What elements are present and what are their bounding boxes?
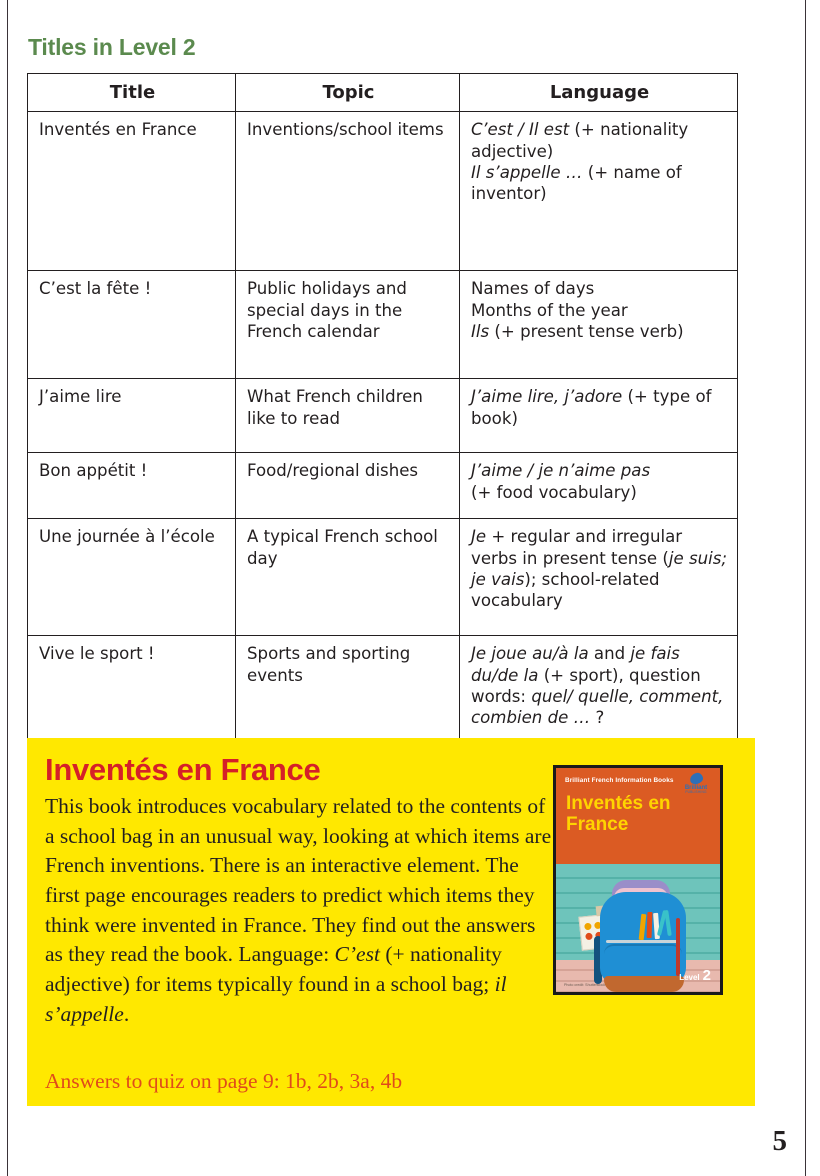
logo-subtext: PUBLISHING [685, 790, 707, 794]
table-row [28, 379, 738, 453]
cell-topic: Inventions/school items [236, 112, 460, 271]
cell-title: Une journée à l’école [28, 519, 236, 636]
logo-wordmark: Brilliant [684, 785, 708, 791]
cover-photo-credit: Photo credit: Shutterstock [564, 983, 606, 987]
level-word: Level [679, 973, 700, 982]
cell-title: J’aime lire [28, 379, 236, 453]
cell-language: Je joue au/à la and je fais du/de la (+ sport), question words: quel/ quelle, comment, combien de … ? [460, 636, 738, 775]
cell-language: J’aime lire, j’adore (+ type of book) [460, 379, 738, 453]
cell-title: Vive le sport ! [28, 636, 236, 775]
page-border-left [7, 0, 8, 1176]
cell-language: Je + regular and irregular verbs in present tense (je suis; je vais); school-related vocabulary [460, 519, 738, 636]
cell-topic: Public holidays and special days in the French calendar [236, 271, 460, 379]
column-header-title: Title [28, 74, 236, 112]
swirl-icon [688, 772, 703, 785]
cell-title: C’est la fête ! [28, 271, 236, 379]
column-header-topic: Topic [236, 74, 460, 112]
publisher-logo [679, 773, 713, 797]
cell-title: Inventés en France [28, 112, 236, 271]
table-row [28, 271, 738, 379]
cell-title: Bon appétit ! [28, 453, 236, 519]
backpack-zip-graphic [606, 940, 680, 943]
titles-table [27, 73, 738, 775]
panel-title: Inventés en France [45, 752, 321, 787]
cell-language: Names of days Months of the year Ils (+ present tense verb) [460, 271, 738, 379]
pencil-graphic [647, 912, 653, 938]
table-body [28, 112, 738, 775]
column-header-language: Language [460, 74, 738, 112]
book-cover-image [553, 765, 723, 995]
cover-level-badge [679, 967, 711, 984]
table-row [28, 112, 738, 271]
cell-topic: Sports and sporting events [236, 636, 460, 775]
cell-topic: Food/regional dishes [236, 453, 460, 519]
level-number: 2 [702, 967, 711, 984]
cell-topic: A typical French school day [236, 519, 460, 636]
table-row [28, 453, 738, 519]
page-border-right [805, 0, 806, 1176]
table-row [28, 519, 738, 636]
panel-description: This book introduces vocabulary related to the contents of a school bag in an unusual way, looking at which items are French inventions. There is an interactive element. The first page encourages readers to predict which items they think were invented in France. They find out the answers as they read the book. Language: C’est (+ nationality adjective) for items typically found in a school bag; il s’appelle. [45, 794, 552, 1026]
page-number: 5 [772, 1125, 787, 1157]
cell-language: J’aime / je n’aime pas (+ food vocabulary) [460, 453, 738, 519]
quiz-answers-line: Answers to quiz on page 9: 1b, 2b, 3a, 4b [45, 1069, 403, 1093]
backpack-base-graphic [604, 976, 684, 992]
cell-topic: What French children like to read [236, 379, 460, 453]
book-cover-artwork [556, 768, 720, 992]
page-title: Titles in Level 2 [28, 34, 196, 60]
table-header-row [28, 74, 738, 112]
cover-series-label: Brilliant French Information Books [565, 777, 674, 784]
cell-language: C’est / Il est (+ nationality adjective) Il s’appelle … (+ name of inventor) [460, 112, 738, 271]
book-feature-panel [27, 738, 755, 1106]
cover-title: Inventés en France [566, 793, 671, 835]
